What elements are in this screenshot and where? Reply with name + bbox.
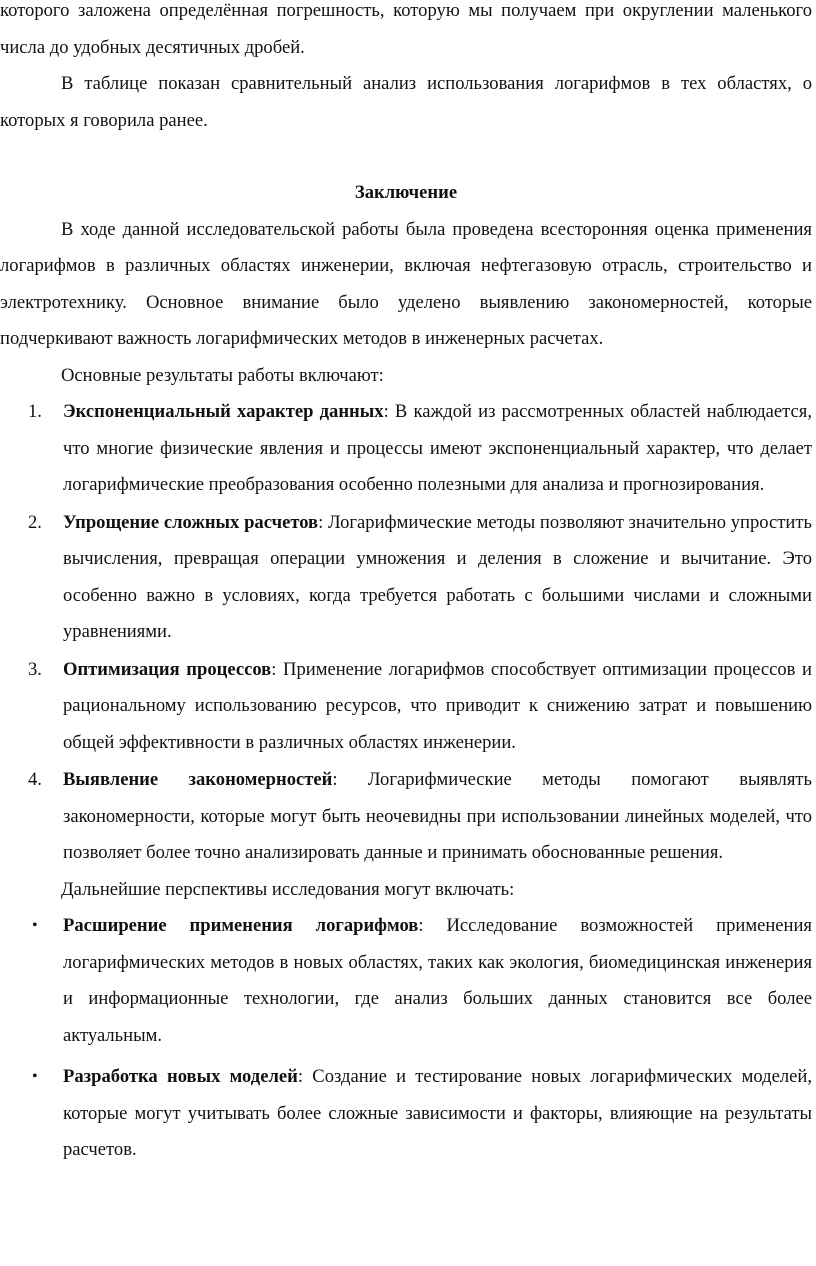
results-list-item [0,762,812,872]
intro-paragraph-continued: которого заложена определённая погрешность, которую мы получаем при округлении маленького числа до удобных десятичных дробей. [0,0,812,58]
list-item-text: : Создание и тестирование новых логарифмических моделей, которые могут учитывать более сложные зависимости и факторы, влияющие на результаты расчетов. [63,1066,813,1160]
list-item-title: Оптимизация процессов [63,658,272,680]
perspectives-intro: Дальнейшие перспективы исследования могут включать: [61,878,515,900]
list-item-title: Выявление закономерностей [63,769,333,790]
list-item-title: Расширение применения логарифмов [63,915,419,936]
list-item-title: Упрощение сложных расчетов [63,511,319,533]
list-number: 1. [28,401,42,422]
list-number: 4. [28,769,42,790]
bullet-icon: • [32,1068,38,1085]
list-number: 2. [28,511,42,533]
intro-table-paragraph: В таблице показан сравнительный анализ использования логарифмов в тех областях, о которых я говорила ранее. [0,73,812,131]
bullet-icon: • [32,917,38,934]
results-list-item [0,505,812,651]
results-list [0,394,812,872]
list-item-text: : В каждой из рассмотренных областей наблюдается, что многие физические явления и процессы имеют экспоненциальный характер, что делает логарифмические преобразования особенно полезными для анализа и прогнозирования. [63,401,812,495]
list-item-title: Разработка новых моделей [63,1066,298,1087]
list-item-text: : Логарифмические методы помогают выявлять закономерности, которые могут быть неочевидны при использовании линейных моделей, что позволяет более точно анализировать данные и принимать обоснованные решения. [63,769,812,863]
list-item-title: Экспоненциальный характер данных [63,401,384,422]
results-intro: Основные результаты работы включают: [61,364,384,386]
results-list-item [0,394,812,504]
conclusion-paragraph: В ходе данной исследовательской работы была проведена всесторонняя оценка применения логарифмов в различных областях инженерии, включая нефтегазовую отрасль, строительство и электротехнику. Основное внимание было уделено выявлению закономерностей, которые подчеркивают важность логарифмических методов в инженерных расчетах. [0,218,812,349]
list-item-text: : Исследование возможностей применения логарифмических методов в новых областях, таких как экология, биомедицинская инженерия и информационные технологии, где анализ больших данных становится все более актуальным. [63,915,812,1046]
conclusion-heading: Заключение [354,182,458,203]
list-item-text: : Логарифмические методы позволяют значительно упростить вычисления, превращая операции умножения и деления в сложение и вычитание. Это особенно важно в условиях, когда требуется работать с большими числами и сложными уравнениями. [63,511,812,642]
list-item-text: : Применение логарифмов способствует оптимизации процессов и рациональному использованию ресурсов, что приводит к снижению затрат и повышению общей эффективности в различных областях инженерии. [63,658,812,753]
perspectives-list-item [0,908,812,1054]
list-number: 3. [28,658,42,680]
perspectives-list [0,908,812,1169]
results-list-item [0,652,812,762]
perspectives-list-item [0,1059,812,1169]
